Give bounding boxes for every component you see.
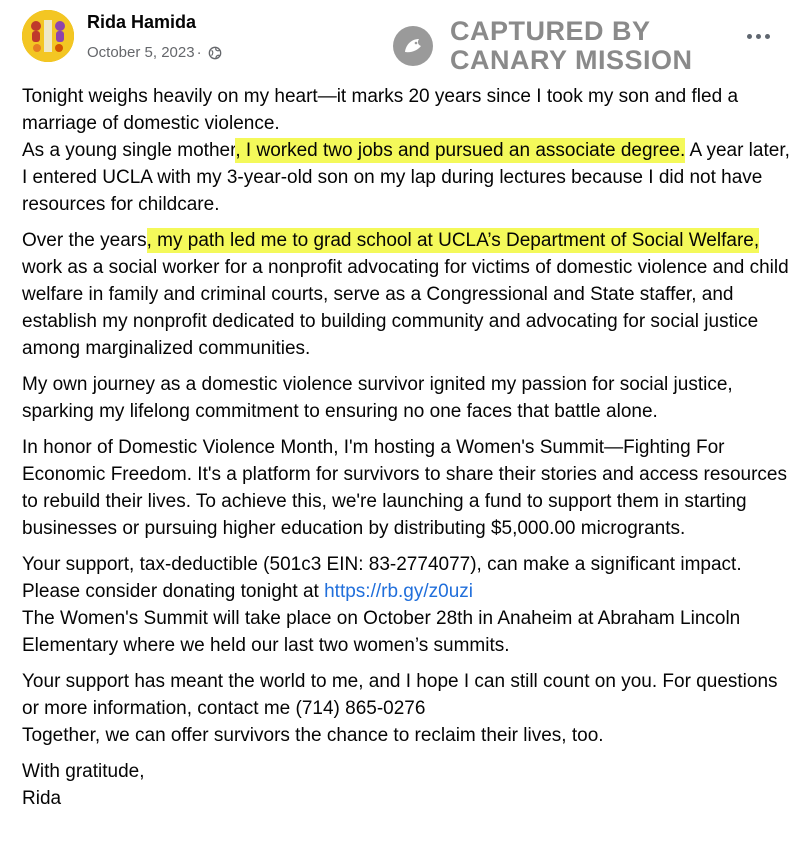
more-dot [756, 34, 761, 39]
highlighted-text: , I worked two jobs and pursued an associate degree. [235, 140, 686, 161]
avatar-image [22, 10, 74, 62]
post-paragraph-4: In honor of Domestic Violence Month, I'm hosting a Women's Summit—Fighting For Economic Freedom. It's a platform for survivors to share their stories and access resources to rebuild their lives. To achieve this, we're launching a fund to support them in starting businesses or pursuing higher education by distributing $5,000.00 microgrants. [22, 437, 787, 539]
more-options-icon[interactable] [744, 26, 772, 46]
author-name[interactable]: Rida Hamida [87, 12, 197, 32]
globe-icon[interactable] [208, 46, 222, 60]
watermark-line1: CAPTURED BY [450, 16, 651, 46]
text: With gratitude, [22, 761, 145, 782]
donation-link[interactable]: https://rb.gy/z0uzi [324, 581, 474, 602]
watermark [392, 14, 712, 78]
text: The Women's Summit will take place on October 28th in Anaheim at Abraham Lincoln Elementary where we held our last two women’s summits. [22, 608, 741, 656]
post-paragraph-6 [22, 668, 792, 749]
text: work as a social worker for a nonprofit advocating for victims of domestic violence and child welfare in family and criminal courts, serve as a Congressional and State staffer, and establish my nonprofit dedicated to building community and advocating for social justice among marginalized communities. [22, 257, 789, 359]
text: Together, we can offer survivors the chance to reclaim their lives, too. [22, 725, 604, 746]
more-dot [747, 34, 752, 39]
post-paragraph-2 [22, 227, 792, 362]
more-dot [765, 34, 770, 39]
post-paragraph-1 [22, 83, 792, 218]
meta-separator: · [196, 44, 202, 61]
highlighted-text: , my path led me to grad school at UCLA’s Department of Social Welfare, [146, 230, 760, 251]
text: Over the years [22, 230, 147, 251]
text: Your support, tax-deductible (501c3 EIN: 83-2774077), can make a significant impact. Please consider donating tonight at [22, 554, 742, 602]
post-date[interactable]: October 5, 2023 [87, 44, 195, 61]
text: Your support has meant the world to me, and I hope I can still count on you. For questions or more information, contact me (714) 865-0276 [22, 671, 778, 719]
post-meta [87, 44, 222, 61]
text: As a young single mother [22, 140, 236, 161]
post-paragraph-3: My own journey as a domestic violence survivor ignited my passion for social justice, sparking my lifelong commitment to ensuring no one faces that battle alone. [22, 374, 733, 422]
text: Tonight weighs heavily on my heart—it marks 20 years since I took my son and fled a marriage of domestic violence. [22, 86, 739, 134]
watermark-text [450, 17, 693, 75]
text: Rida [22, 788, 62, 809]
post-paragraph-5 [22, 551, 792, 659]
avatar[interactable] [22, 10, 74, 62]
post-paragraph-7 [22, 758, 792, 812]
post-body [22, 83, 792, 821]
watermark-line2: CANARY MISSION [450, 45, 693, 75]
canary-bird-icon [392, 25, 434, 67]
text: A year later, I entered UCLA with my 3-year-old son on my lap during lectures because I did not have resources for childcare. [22, 140, 790, 215]
